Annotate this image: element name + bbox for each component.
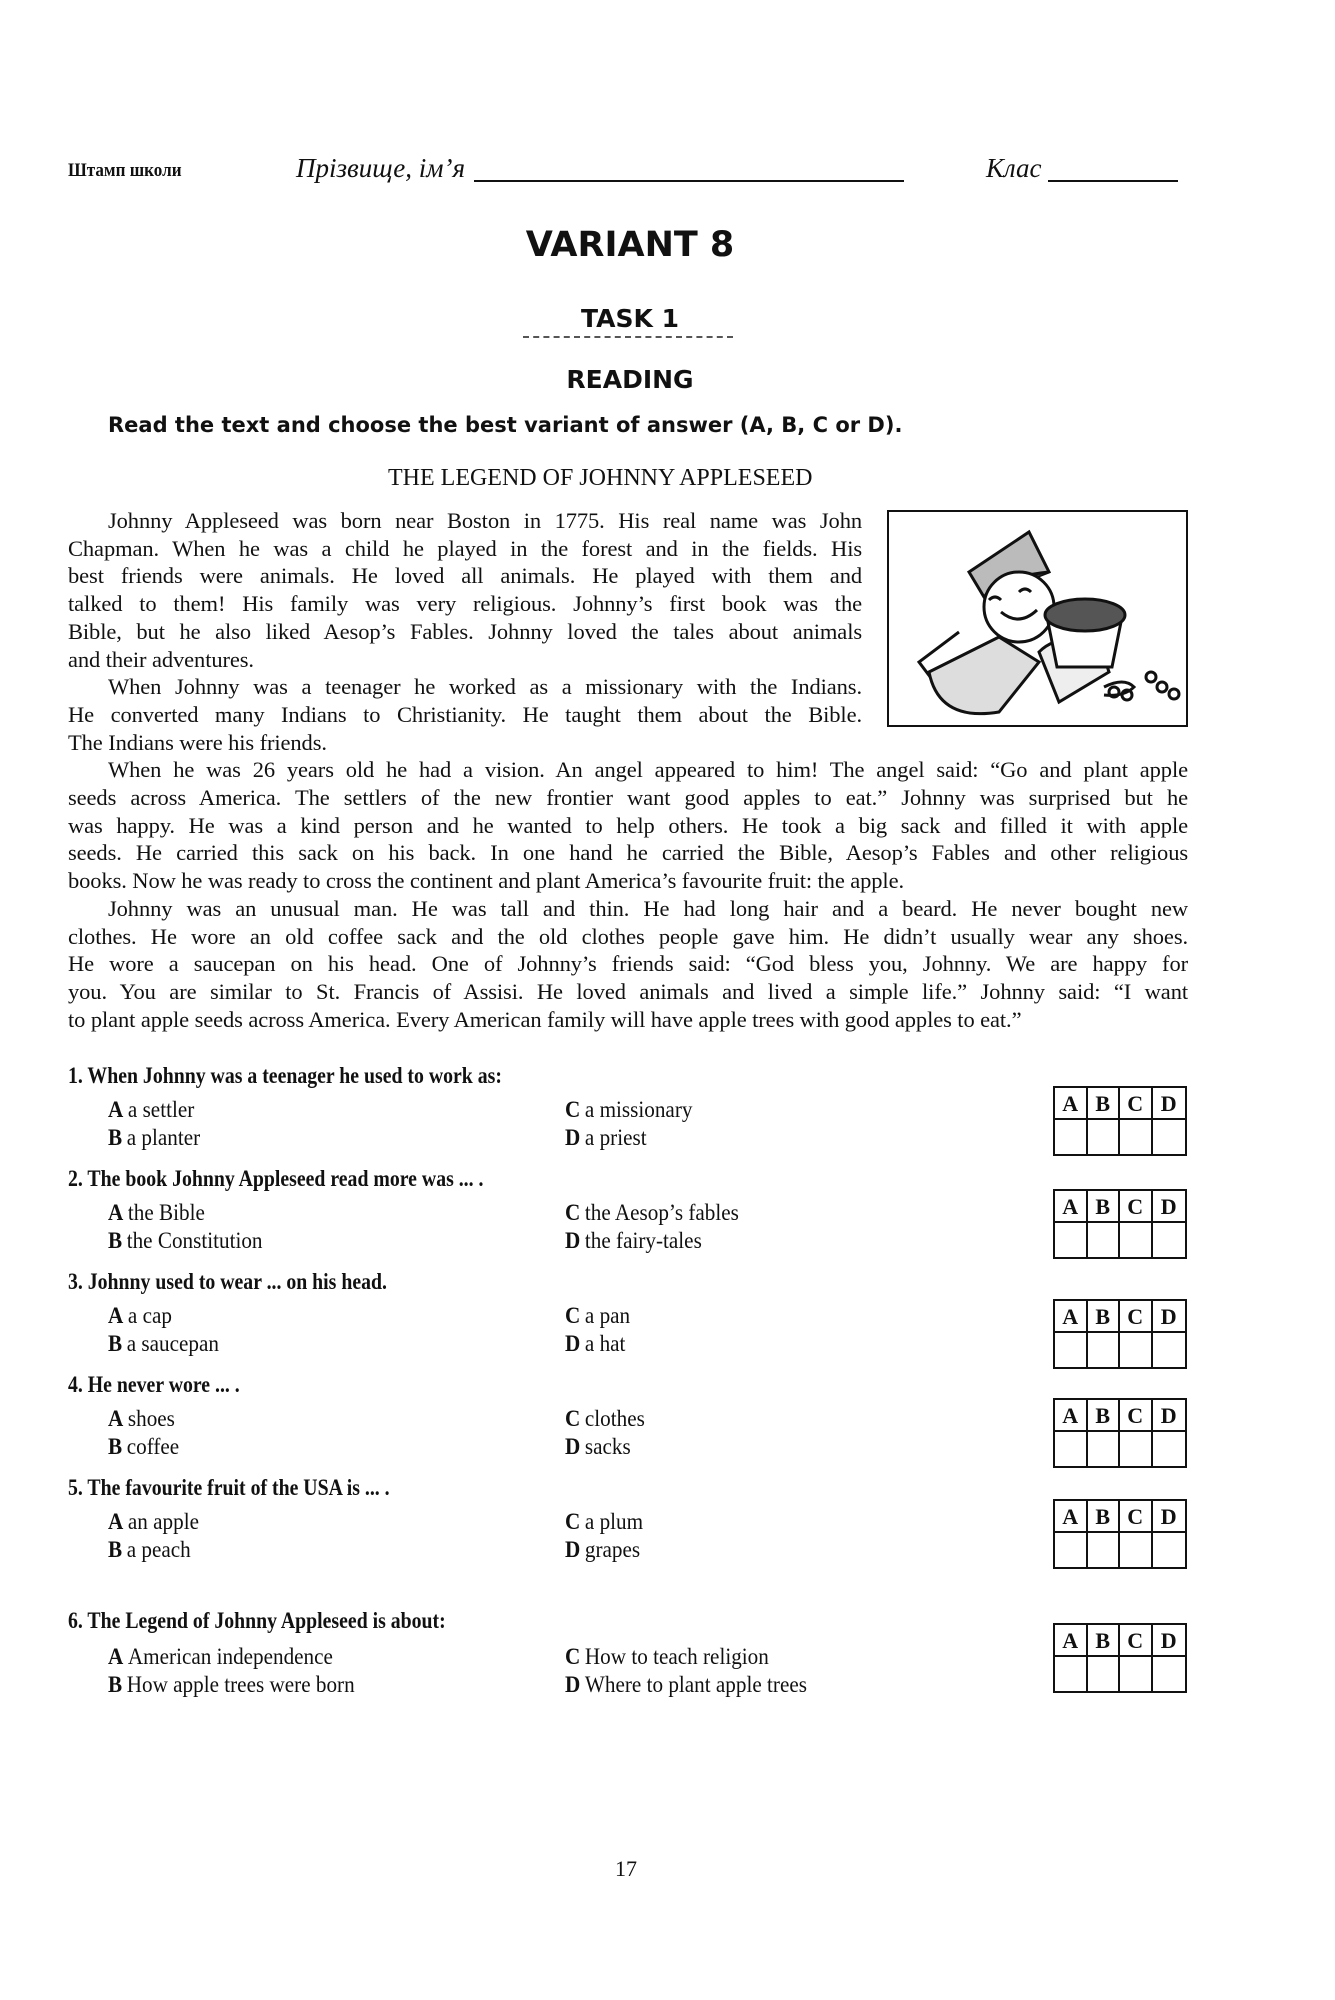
answer-cell-c[interactable]	[1120, 1223, 1153, 1257]
passage-line: The Indians were his friends.	[68, 729, 327, 755]
cartoon-image	[889, 512, 1186, 725]
option-letter: B	[108, 1434, 123, 1459]
option-text: shoes	[127, 1406, 175, 1431]
answer-cell-c[interactable]	[1120, 1333, 1153, 1367]
answer-grid-letter: B	[1088, 1400, 1121, 1432]
answer-option-b	[108, 1331, 219, 1357]
answer-cell-a[interactable]	[1055, 1533, 1088, 1567]
answer-grid	[1053, 1189, 1187, 1259]
question-text: 6. The Legend of Johnny Appleseed is about:	[68, 1608, 446, 1633]
answer-cell-c[interactable]	[1120, 1432, 1153, 1466]
option-text: a priest	[584, 1125, 647, 1150]
question-text: 5. The favourite fruit of the USA is ... .	[68, 1475, 390, 1500]
option-text: How to teach religion	[584, 1644, 769, 1669]
question-text: 1. When Johnny was a teenager he used to work as:	[68, 1063, 502, 1088]
passage-line: best friends were animals. He loved all animals. He played with them and	[68, 563, 862, 589]
option-text: an apple	[127, 1509, 199, 1534]
answer-grid-letter: B	[1088, 1191, 1121, 1223]
passage-line: and their adventures.	[68, 646, 254, 672]
school-stamp-label: Штамп школи	[68, 160, 182, 181]
name-label: Прізвище, ім’я	[296, 153, 466, 183]
answer-option-a	[108, 1097, 194, 1123]
option-text: the Bible	[127, 1200, 205, 1225]
answer-grid-letter: D	[1153, 1301, 1186, 1333]
answer-option-c	[565, 1406, 645, 1432]
option-letter: C	[565, 1509, 581, 1534]
answer-option-a	[108, 1644, 333, 1670]
instructions: Read the text and choose the best variant of answer (A, B, C or D).	[108, 413, 903, 437]
option-text: a missionary	[584, 1097, 693, 1122]
passage-line: Johnny was an unusual man. He was tall and thin. He had long hair and a beard. He never bought new	[108, 895, 1188, 921]
option-text: the fairy-tales	[584, 1228, 702, 1253]
answer-grid-letter: A	[1055, 1191, 1088, 1223]
page-number: 17	[615, 1856, 637, 1881]
option-letter: A	[108, 1406, 124, 1431]
option-text: the Aesop’s fables	[584, 1200, 739, 1225]
answer-option-a	[108, 1200, 205, 1226]
option-letter: A	[108, 1509, 124, 1534]
class-field[interactable]	[1048, 180, 1178, 182]
answer-cell-c[interactable]	[1120, 1533, 1153, 1567]
divider	[523, 336, 733, 338]
answer-option-c	[565, 1509, 643, 1535]
task-title: TASK 1	[581, 304, 679, 333]
johnny-appleseed-illustration	[887, 510, 1188, 727]
option-letter: C	[565, 1644, 581, 1669]
passage-line: Bible, but he also liked Aesop’s Fables. Johnny loved the tales about animals	[68, 618, 862, 644]
option-text: a peach	[126, 1537, 191, 1562]
answer-grid-letter: B	[1088, 1301, 1121, 1333]
answer-cell-b[interactable]	[1088, 1432, 1121, 1466]
answer-option-d	[565, 1331, 625, 1357]
option-letter: A	[108, 1200, 124, 1225]
answer-cell-a[interactable]	[1055, 1223, 1088, 1257]
answer-grid-letter: C	[1120, 1501, 1153, 1533]
option-letter: C	[565, 1200, 581, 1225]
option-text: sacks	[584, 1434, 631, 1459]
passage-line: to plant apple seeds across America. Every American family will have apple trees with good apples to eat.”	[68, 1006, 1022, 1032]
option-text: a pan	[584, 1303, 631, 1328]
answer-cell-d[interactable]	[1153, 1533, 1186, 1567]
passage-line: When Johnny was a teenager he worked as a missionary with the Indians.	[108, 674, 862, 700]
option-letter: B	[108, 1228, 123, 1253]
answer-option-c	[565, 1644, 769, 1670]
answer-option-b	[108, 1125, 200, 1151]
answer-grid	[1053, 1499, 1187, 1569]
passage-line: He wore a saucepan on his head. One of Johnny’s friends said: “God bless you, Johnny. We are happy for	[68, 951, 1188, 977]
answer-option-d	[565, 1537, 640, 1563]
passage-line: clothes. He wore an old coffee sack and the old clothes people gave him. He didn’t usually wear any shoes.	[68, 923, 1188, 949]
passage-line: Johnny Appleseed was born near Boston in 1775. His real name was John	[108, 508, 862, 533]
option-text: American independence	[127, 1644, 333, 1669]
passage-title: THE LEGEND OF JOHNNY APPLESEED	[388, 465, 813, 491]
answer-cell-d[interactable]	[1153, 1120, 1186, 1154]
passage-line: When he was 26 years old he had a vision. An angel appeared to him! The angel said: “Go and plant apple	[108, 757, 1188, 783]
answer-cell-a[interactable]	[1055, 1120, 1088, 1154]
answer-grid-letter: A	[1055, 1501, 1088, 1533]
answer-option-d	[565, 1228, 702, 1254]
answer-grid-letter: B	[1088, 1088, 1121, 1120]
option-letter: B	[108, 1125, 123, 1150]
question-text: 4. He never wore ... .	[68, 1372, 240, 1397]
answer-cell-b[interactable]	[1088, 1533, 1121, 1567]
option-text: coffee	[126, 1434, 180, 1459]
answer-grid-letter: C	[1120, 1625, 1153, 1657]
answer-cell-c[interactable]	[1120, 1657, 1153, 1691]
option-text: a hat	[584, 1331, 626, 1356]
answer-option-a	[108, 1406, 175, 1432]
answer-option-b	[108, 1434, 179, 1460]
option-letter: A	[108, 1097, 124, 1122]
option-text: grapes	[584, 1537, 641, 1562]
option-letter: C	[565, 1097, 581, 1122]
answer-option-c	[565, 1200, 739, 1226]
option-letter: D	[565, 1125, 581, 1150]
answer-grid-letter: B	[1088, 1625, 1121, 1657]
answer-cell-a[interactable]	[1055, 1432, 1088, 1466]
answer-option-d	[565, 1125, 647, 1151]
answer-grid-letter: A	[1055, 1088, 1088, 1120]
variant-title: VARIANT 8	[525, 225, 735, 265]
option-letter: C	[565, 1303, 581, 1328]
answer-grid-letter: D	[1153, 1625, 1186, 1657]
answer-cell-d[interactable]	[1153, 1432, 1186, 1466]
answer-grid-letter: D	[1153, 1088, 1186, 1120]
option-letter: B	[108, 1672, 123, 1697]
answer-option-b	[108, 1228, 263, 1254]
answer-option-c	[565, 1097, 692, 1123]
answer-option-d	[565, 1434, 631, 1460]
answer-grid	[1053, 1623, 1187, 1693]
passage-line: He converted many Indians to Christianity. He taught them about the Bible.	[68, 701, 862, 727]
answer-cell-b[interactable]	[1088, 1223, 1121, 1257]
answer-grid-letter: D	[1153, 1400, 1186, 1432]
option-text: How apple trees were born	[126, 1672, 355, 1697]
option-text: a plum	[584, 1509, 644, 1534]
answer-grid-letter: D	[1153, 1501, 1186, 1533]
passage-line: was happy. He was a kind person and he wanted to help others. He took a big sack and filled it with apple	[68, 812, 1188, 838]
answer-cell-d[interactable]	[1153, 1223, 1186, 1257]
answer-grid-letter: A	[1055, 1625, 1088, 1657]
option-text: a saucepan	[126, 1331, 219, 1356]
answer-grid-letter: A	[1055, 1400, 1088, 1432]
answer-cell-a[interactable]	[1055, 1333, 1088, 1367]
option-letter: B	[108, 1537, 123, 1562]
passage-line: talked to them! His family was very religious. Johnny’s first book was the	[68, 591, 862, 617]
answer-grid-letter: A	[1055, 1301, 1088, 1333]
answer-cell-a[interactable]	[1055, 1657, 1088, 1691]
answer-cell-b[interactable]	[1088, 1657, 1121, 1691]
option-text: a cap	[127, 1303, 172, 1328]
answer-option-c	[565, 1303, 630, 1329]
answer-cell-d[interactable]	[1153, 1333, 1186, 1367]
passage-line: books. Now he was ready to cross the continent and plant America’s favourite fruit: the apple.	[68, 868, 904, 894]
option-text: a settler	[127, 1097, 195, 1122]
section-title: READING	[566, 365, 694, 394]
option-letter: B	[108, 1331, 123, 1356]
answer-grid	[1053, 1398, 1187, 1468]
option-letter: A	[108, 1644, 124, 1669]
answer-cell-c[interactable]	[1120, 1120, 1153, 1154]
option-letter: D	[565, 1228, 581, 1253]
answer-cell-b[interactable]	[1088, 1333, 1121, 1367]
answer-grid-letter: D	[1153, 1191, 1186, 1223]
question-text: 3. Johnny used to wear ... on his head.	[68, 1269, 387, 1294]
option-text: Where to plant apple trees	[584, 1672, 807, 1697]
option-letter: D	[565, 1537, 581, 1562]
answer-option-d	[565, 1672, 807, 1698]
answer-option-b	[108, 1537, 191, 1563]
name-field[interactable]	[474, 180, 904, 182]
class-label: Клас	[986, 153, 1042, 183]
option-letter: D	[565, 1331, 581, 1356]
answer-option-a	[108, 1303, 172, 1329]
answer-grid-letter: C	[1120, 1088, 1153, 1120]
option-text: the Constitution	[126, 1228, 263, 1253]
option-letter: D	[565, 1672, 581, 1697]
answer-grid	[1053, 1299, 1187, 1369]
answer-grid	[1053, 1086, 1187, 1156]
passage-line: seeds across America. The settlers of the new frontier want good apples to eat.” Johnny was surprised but he	[68, 785, 1188, 810]
answer-grid-letter: B	[1088, 1501, 1121, 1533]
option-letter: D	[565, 1434, 581, 1459]
passage-line: you. You are similar to St. Francis of Assisi. He loved animals and lived a simple life.” Johnny said: “I want	[68, 978, 1188, 1004]
passage-line: seeds. He carried this sack on his back. In one hand he carried the Bible, Aesop’s Fables and other religious	[68, 840, 1188, 866]
option-letter: A	[108, 1303, 124, 1328]
question-text: 2. The book Johnny Appleseed read more was ... .	[68, 1166, 484, 1191]
passage-line: Chapman. When he was a child he played in the forest and in the fields. His	[68, 535, 862, 561]
answer-grid-letter: C	[1120, 1400, 1153, 1432]
answer-cell-d[interactable]	[1153, 1657, 1186, 1691]
answer-option-a	[108, 1509, 199, 1535]
answer-grid-letter: C	[1120, 1191, 1153, 1223]
answer-cell-b[interactable]	[1088, 1120, 1121, 1154]
option-letter: C	[565, 1406, 581, 1431]
answer-grid-letter: C	[1120, 1301, 1153, 1333]
option-text: clothes	[584, 1406, 645, 1431]
answer-option-b	[108, 1672, 355, 1698]
option-text: a planter	[126, 1125, 201, 1150]
